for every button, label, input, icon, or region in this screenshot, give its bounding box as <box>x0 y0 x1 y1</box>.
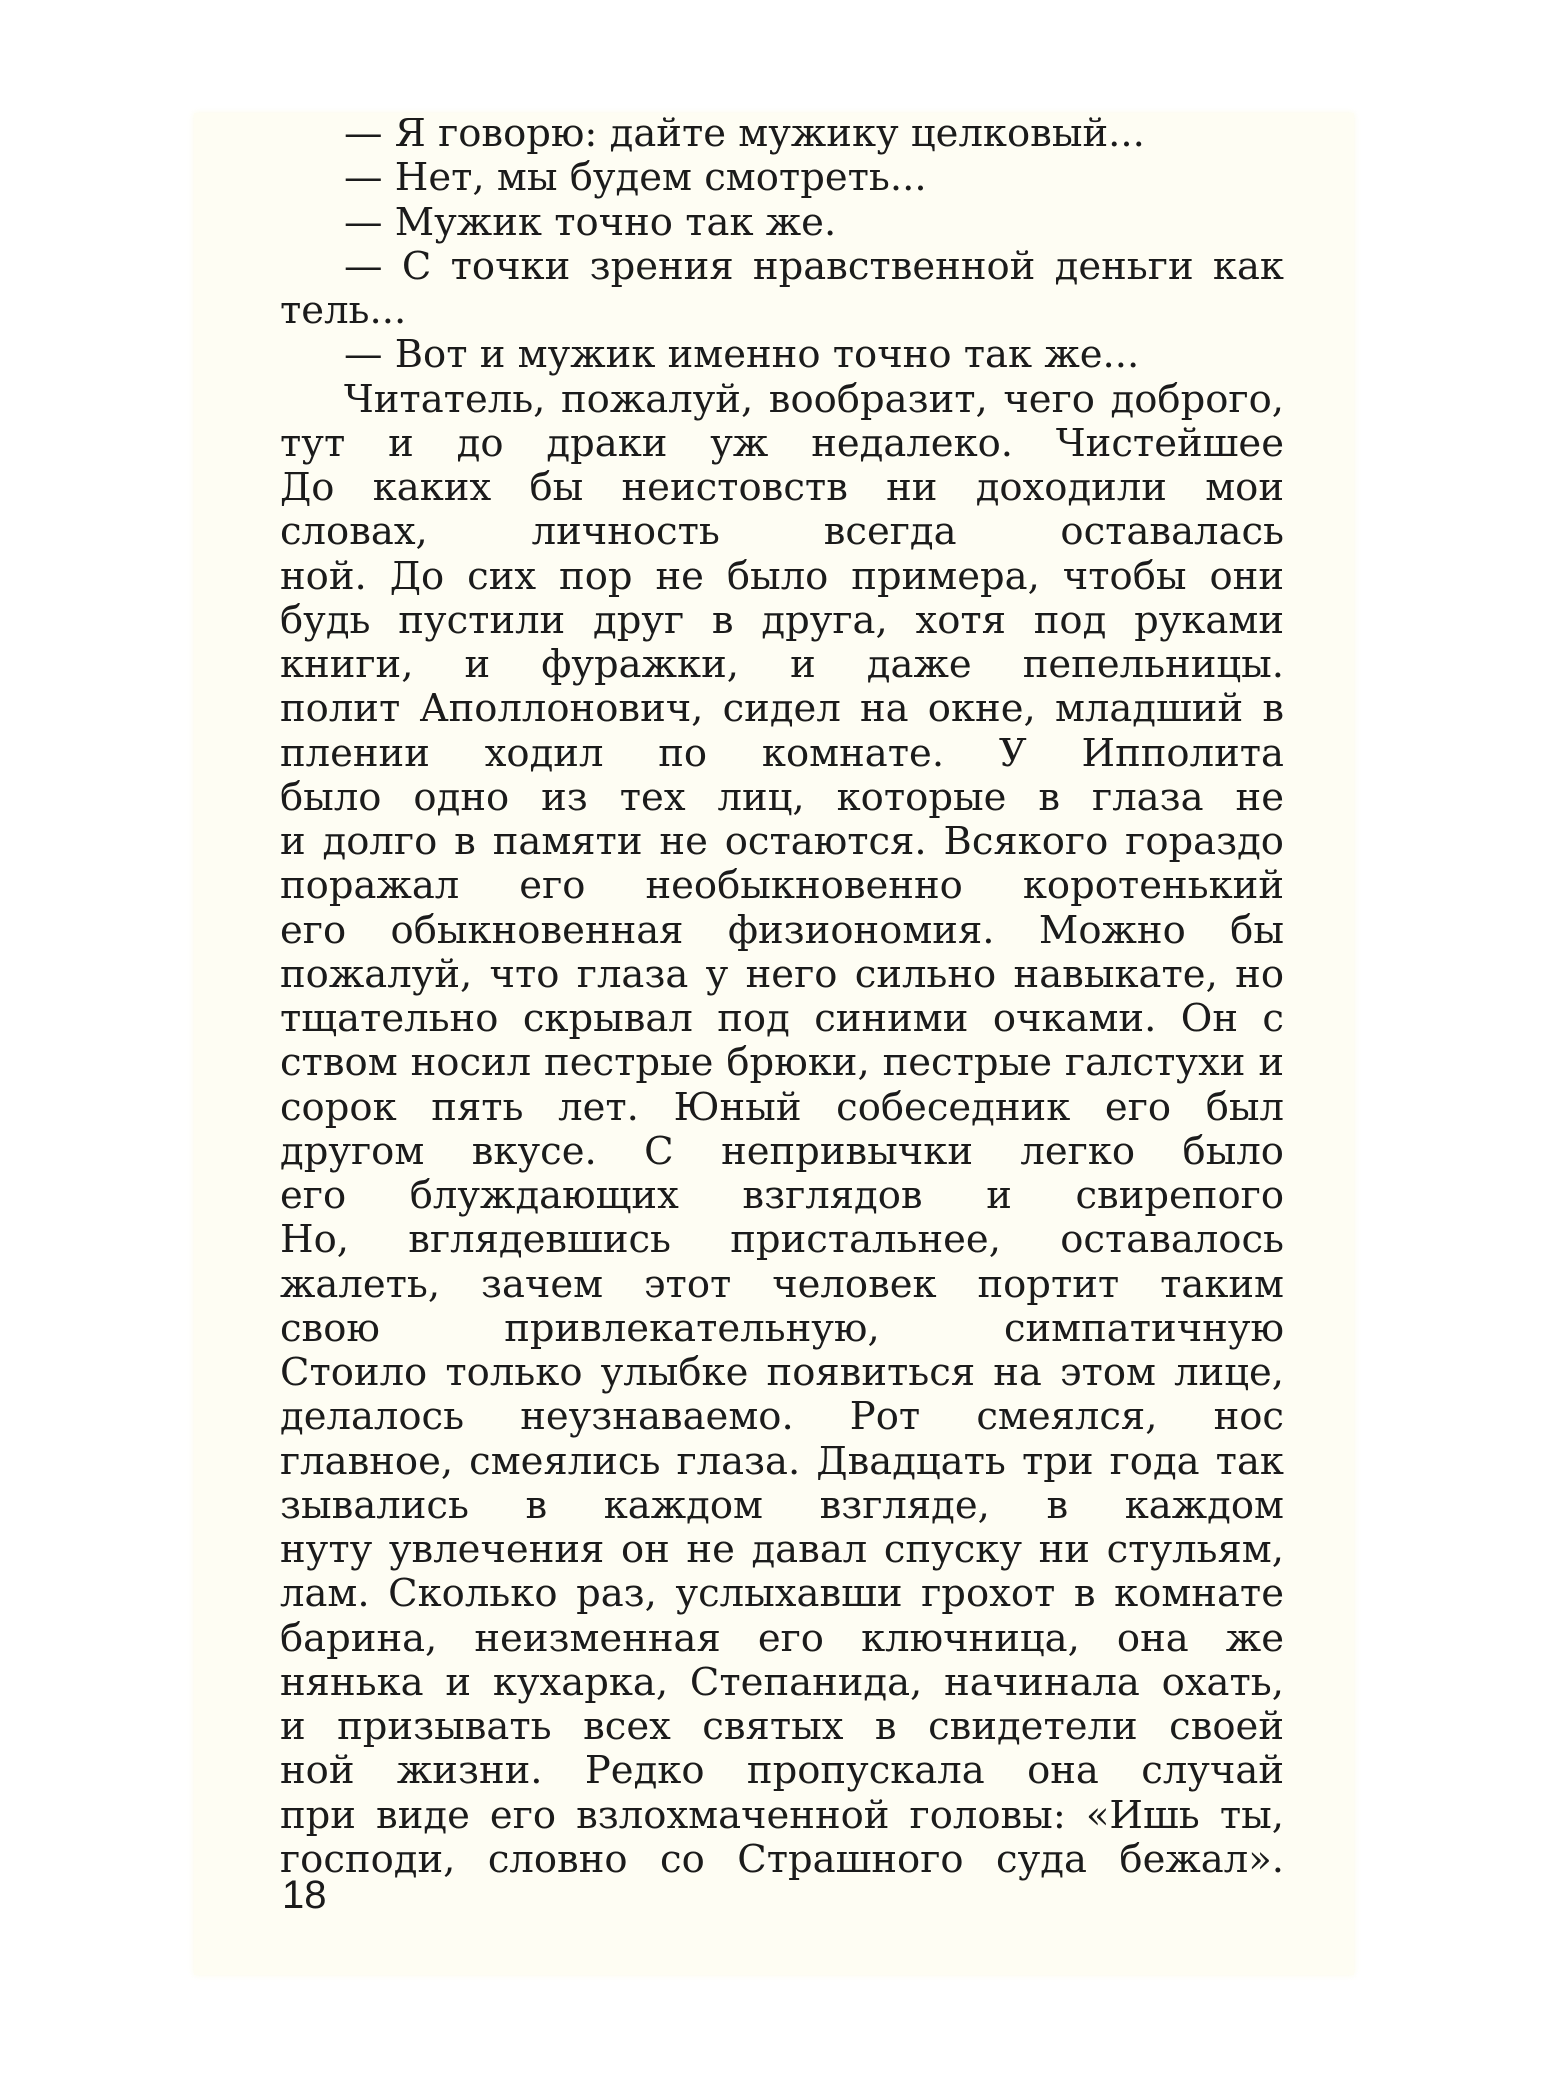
text-line: тщательно скрывал под синими очками. Он с <box>280 997 1284 1041</box>
text-line: — Вот и мужик именно точно так же... <box>344 332 1140 378</box>
text-line: его обыкновенная физиономия. Можно бы <box>280 908 1284 953</box>
text-line: главное, смеялись глаза. Двадцать три года так <box>280 1439 1284 1484</box>
text-line: — Нет, мы будем смотреть... <box>344 155 927 201</box>
text-line: ной жизни. Редко пропускала она случай <box>280 1749 1284 1794</box>
text-line: при виде его взлохмаченной головы: «Ишь ты, <box>280 1793 1284 1838</box>
text-line: и призывать всех святых в свидетели своей <box>280 1705 1284 1749</box>
text-line: нянька и кухарка, Степанида, начинала охать, <box>280 1660 1284 1705</box>
text-line: жалеть, зачем этот человек портит таким <box>280 1262 1284 1307</box>
text-line: зывались в каждом взгляде, в каждом <box>280 1483 1284 1528</box>
text-line: барина, неизменная его ключница, она же <box>280 1616 1284 1661</box>
text-line: было одно из тех лиц, которые в глаза не <box>280 775 1284 820</box>
text-line: тель... <box>280 288 407 333</box>
text-line: поражал его необыкновенно коротенький <box>280 864 1284 909</box>
text-line: — С точки зрения нравственной деньги как <box>344 244 1284 289</box>
body-text <box>280 112 1284 1882</box>
text-line: другом вкусе. С непривычки легко было <box>280 1129 1284 1174</box>
text-line: лам. Сколько раз, услыхавши грохот в комнате <box>280 1572 1284 1617</box>
text-line: ной. До сих пор не было примера, чтобы они <box>280 554 1284 599</box>
text-line: — Я говорю: дайте мужику целковый... <box>344 111 1145 156</box>
text-line: нуту увлечения он не давал спуску ни стульям, <box>280 1528 1284 1572</box>
text-line: Стоило только улыбке появиться на этом лице, <box>280 1351 1284 1395</box>
text-line: книги, и фуражки, и даже пепельницы. <box>280 643 1284 687</box>
text-line: господи, словно со Страшного суда бежал». <box>280 1837 1284 1882</box>
text-line: сорок пять лет. Юный собеседник его был <box>280 1085 1284 1130</box>
text-line: полит Аполлонович, сидел на окне, младший в <box>280 687 1284 732</box>
text-line: будь пустили друг в друга, хотя под руками <box>280 598 1284 643</box>
text-line: — Мужик точно так же. <box>344 199 837 245</box>
text-line: пожалуй, что глаза у него сильно навыкате, но <box>280 952 1284 997</box>
page-number: 18 <box>282 1873 327 1917</box>
text-line: свою привлекательную, симпатичную <box>280 1306 1284 1351</box>
text-line: делалось неузнаваемо. Рот смеялся, нос <box>280 1395 1284 1440</box>
text-line: До каких бы неистовств ни доходили мои <box>280 466 1284 510</box>
text-line: и долго в памяти не остаются. Всякого гораздо <box>280 820 1284 864</box>
text-line: Но, вглядевшись пристальнее, оставалось <box>280 1218 1284 1263</box>
text-line: словах, личность всегда оставалась <box>280 510 1284 555</box>
text-line: ством носил пестрые брюки, пестрые галстухи и <box>280 1041 1284 1086</box>
text-line: тут и до драки уж недалеко. Чистейшее <box>280 421 1284 466</box>
text-line: Читатель, пожалуй, вообразит, чего доброго, <box>344 377 1284 422</box>
text-line: плении ходил по комнате. У Ипполита <box>280 731 1284 776</box>
text-line: его блуждающих взглядов и свирепого <box>280 1174 1284 1218</box>
